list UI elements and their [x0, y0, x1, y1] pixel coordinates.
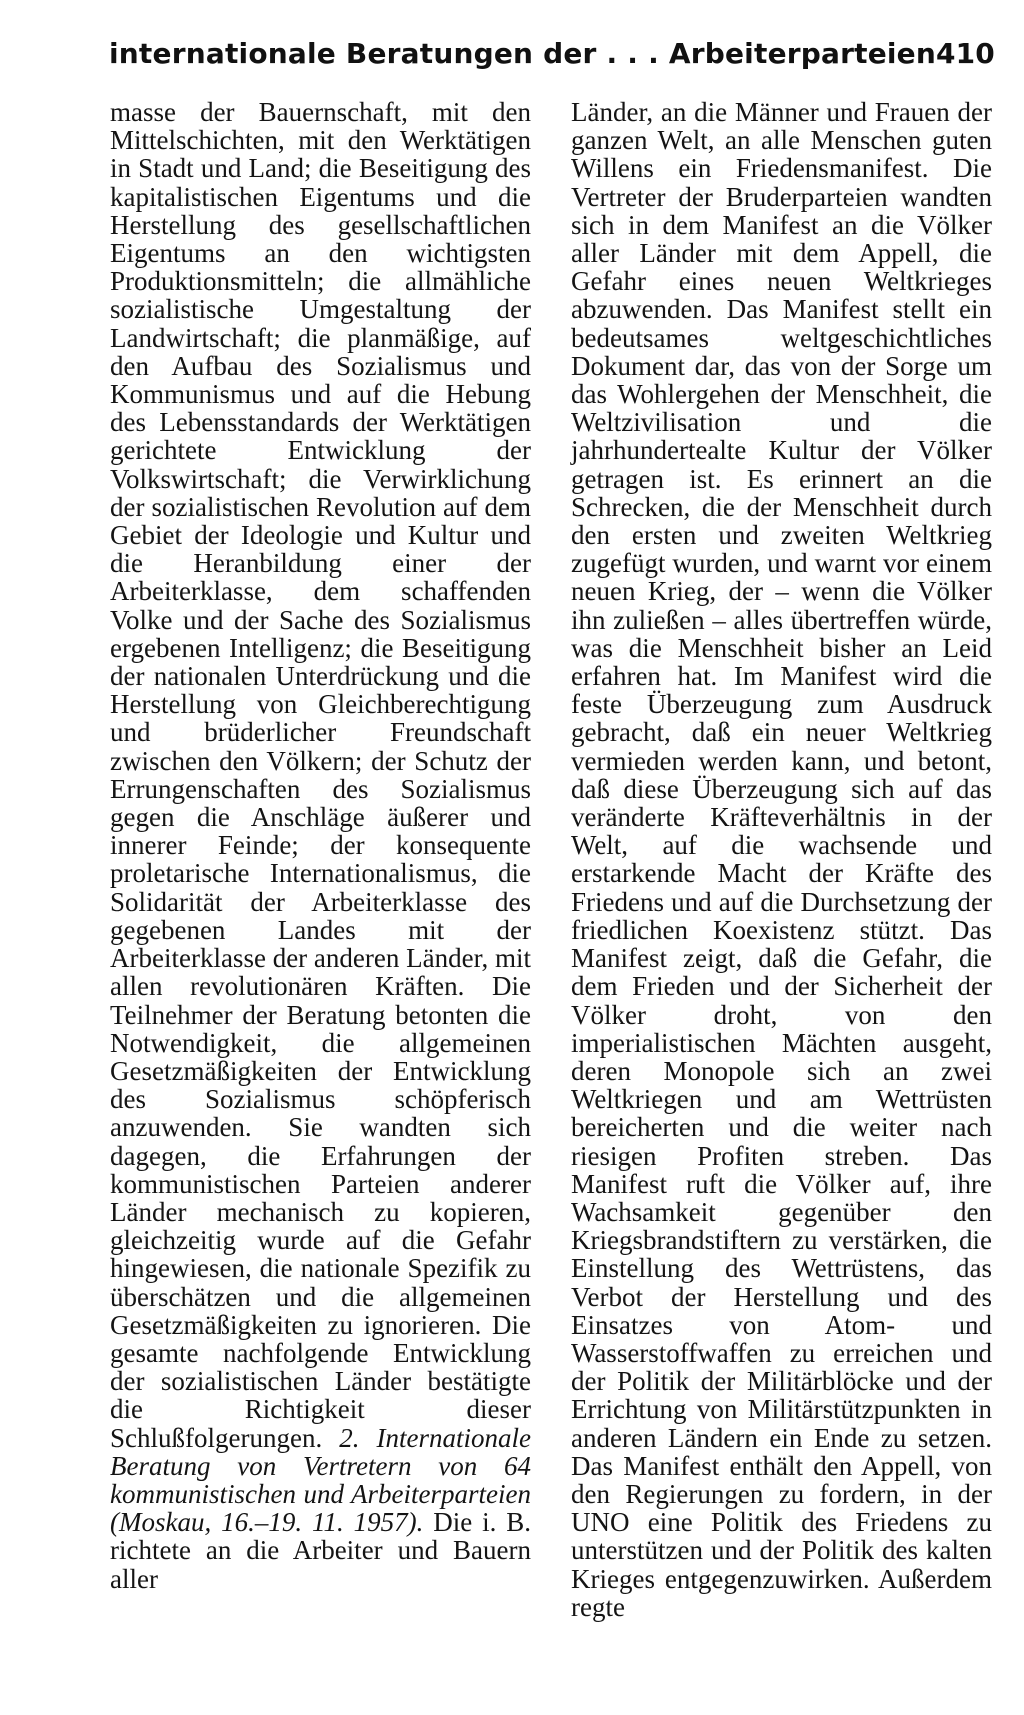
page-number: 410	[935, 37, 995, 70]
left-column-paragraph	[110, 98, 531, 1593]
running-head-title: internationale Beratungen der . . . Arbeiterparteien	[109, 37, 937, 70]
section-heading-2: 2. Internationale Beratung von Vertretern von 64 kommunistischen und Arbeiterparteien (Moskau, 16.–19. 11. 1957).	[110, 1422, 531, 1538]
running-head	[109, 34, 995, 74]
left-column	[110, 98, 531, 1593]
right-column-paragraph: Länder, an die Männer und Frauen der ganzen Welt, an alle Menschen guten Willens ein Friedensmanifest. Die Vertreter der Bruderparteien wandten sich in dem Manifest an die Völker aller Länder mit dem Appell, die Gefahr eines neuen Weltkrieges abzuwenden. Das Manifest stellt ein bedeutsames weltgeschichtliches Dokument dar, das von der Sorge um das Wohlergehen der Menschheit, die Weltzivilisation und die jahrhundertealte Kultur der Völker getragen ist. Es erinnert an die Schrecken, die der Menschheit durch den ersten und zweiten Weltkrieg zugefügt wurden, und warnt vor einem neuen Krieg, der – wenn die Völker ihn zuließen – alles übertreffen würde, was die Menschheit bisher an Leid erfahren hat. Im Manifest wird die feste Überzeugung zum Ausdruck gebracht, daß ein neuer Weltkrieg vermieden werden kann, und betont, daß diese Überzeugung sich auf das veränderte Kräfteverhältnis in der Welt, auf die wachsende und erstarkende Macht der Kräfte des Friedens und auf die Durchsetzung der friedlichen Koexistenz stützt. Das Manifest zeigt, daß die Gefahr, die dem Frieden und der Sicherheit der Völker droht, von den imperialistischen Mächten ausgeht, deren Monopole sich an zwei Weltkriegen und am Wettrüsten bereicherten und die weiter nach riesigen Profiten streben. Das Manifest ruft die Völker auf, ihre Wachsamkeit gegenüber den Kriegsbrandstiftern zu verstärken, die Einstellung des Wettrüstens, das Verbot der Herstellung und des Einsatzes von Atom- und Wasserstoffwaffen zu erreichen und der Politik der Militärblöcke und der Errichtung von Militärstützpunkten in anderen Ländern ein Ende zu setzen. Das Manifest enthält den Appell, von den Regierungen zu fordern, in der UNO eine Politik des Friedens zu unterstützen und der Politik des kalten Krieges entgegenzuwirken. Außerdem regte	[571, 97, 992, 1622]
section-2-text: Die i. B. richtete an die Arbeiter und Bauern aller	[110, 1507, 532, 1594]
right-column	[571, 98, 992, 1621]
left-paragraph-text: masse der Bauernschaft, mit den Mittelschichten, mit den Werktätigen in Stadt und Land; die Beseitigung des kapitalistischen Eigentums und die Herstellung des gesellschaftlichen Eigentums an den wichtigsten Produktionsmitteln; die allmähliche sozialistische Umgestaltung der Landwirtschaft; die planmäßige, auf den Aufbau des Sozialismus und Kommunismus und auf die Hebung des Lebensstandards der Werktätigen gerichtete Entwicklung der Volkswirtschaft; die Verwirklichung der sozialistischen Revolution auf dem Gebiet der Ideologie und Kultur und die Heranbildung einer der Arbeiterklasse, dem schaffenden Volke und der Sache des Sozialismus ergebenen Intelligenz; die Beseitigung der nationalen Unterdrückung und die Herstellung von Gleichberechtigung und brüderlicher Freundschaft zwischen den Völkern; der Schutz der Errungenschaften des Sozialismus gegen die Anschläge äußerer und innerer Feinde; der konsequente proletarische Internationalismus, die Solidarität der Arbeiterklasse des gegebenen Landes mit der Arbeiterklasse der anderen Länder, mit allen revolutionären Kräften. Die Teilnehmer der Beratung betonten die Notwendigkeit, die allgemeinen Gesetzmäßigkeiten der Entwicklung des Sozialismus schöpferisch anzuwenden. Sie wandten sich dagegen, die Erfahrungen der kommunistischen Parteien anderer Länder mechanisch zu kopieren, gleichzeitig wurde auf die Gefahr hingewiesen, die nationale Spezifik zu überschätzen und die allgemeinen Gesetzmäßigkeiten zu ignorieren. Die gesamte nachfolgende Entwicklung der sozialistischen Länder bestätigte die Richtigkeit dieser Schlußfolgerungen.	[110, 97, 531, 1453]
